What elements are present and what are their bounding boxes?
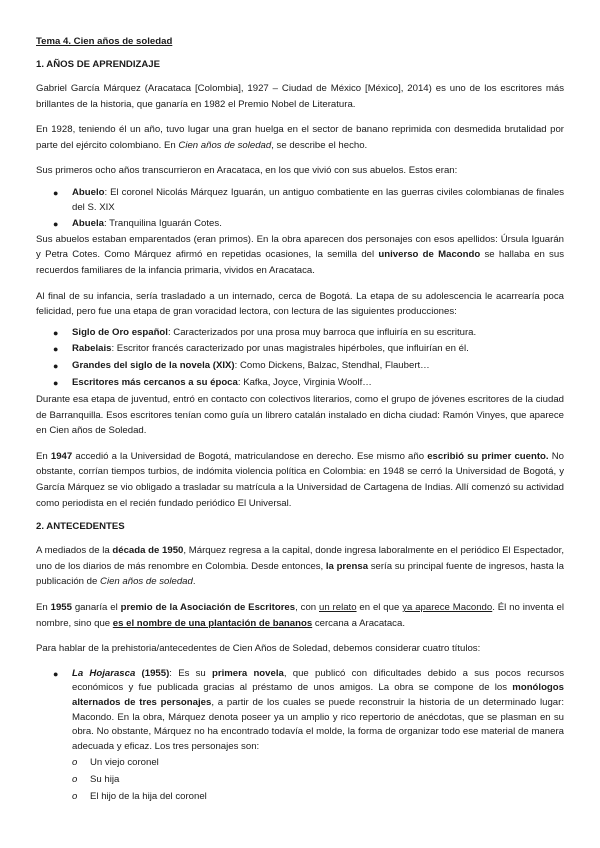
section-1-heading: 1. AÑOS DE APRENDIZAJE <box>36 59 161 70</box>
circle-bullet-icon: o <box>72 791 78 803</box>
document-page <box>36 36 564 805</box>
paragraph: En 1955 ganaría el premio de la Asociación de Escritores, con un relato en el que ya aparece Macondo. Él no inventa el nombre, sino que es el nombre de una plantación de bananos cercana a Aracataca. <box>36 602 565 629</box>
paragraph: Sus abuelos estaban emparentados (eran primos). En la obra aparecen dos personajes con esos apellidos: Úrsula Iguarán y Petra Cotes. Como Márquez afirmó en repetidas ocasiones, la semilla del universo de Macondo se hallaba en sus recuerdos familiares de la infancia primaria, vividos en Aracataca. <box>36 233 564 276</box>
list-item: o El hijo de la hija del coronel <box>36 788 564 805</box>
document-title: Tema 4. Cien años de soledad <box>36 36 173 47</box>
work-title: Cien años de soledad <box>178 139 272 151</box>
characters-list <box>36 754 564 805</box>
bullet-icon: ● <box>53 360 59 371</box>
list-item: ● La Hojarasca (1955): Es su primera novela, que publicó con dificultades debido a sus pocos recursos económicos y fue publicada gracias al préstamo de unos amigos. La obra se compone de los monólogos alternados de tres personajes, a partir de los cuales se puede reconstruir la historia de un determinado lugar: Macondo. En la obra, Márquez denota poseer ya un amplio y rico repertorio de anécdotas, que se plasman en su obra. No obstante, Márquez no ha encontrado todavía el molde, la forma de organizar todo ese material de manera adecuada y eficaz. Los tres personajes son: <box>53 667 564 752</box>
work-title: La Hojarasca <box>72 667 136 679</box>
bullet-icon: ● <box>53 377 59 388</box>
list-item: o Un viejo coronel <box>36 754 564 771</box>
paragraph: A mediados de la década de 1950, Márquez regresa a la capital, donde ingresa laboralmente en el periódico El Espectador, uno de los diarios de más renombre en Colombia. Desde entonces, la prensa sería su principal fuente de ingresos, hasta la publicación de Cien años de soledad. <box>36 545 564 588</box>
paragraph: En 1928, teniendo él un año, tuvo lugar una gran huelga en el sector de banano reprimida con desmedida brutalidad por parte del ejército colombiano. En Cien años de soledad, se describe el hecho. <box>36 124 564 151</box>
paragraph: En 1947 accedió a la Universidad de Bogotá, matriculandose en derecho. Ese mismo año escribió su primer cuento. No obstante, corrían tiempos turbios, de indómita violencia política en Colombia: en 1948 se cerró la Universidad de Bogotá, y García Márquez se vio obligado a trasladar su matrícula a la Universidad de Cartagena de Indias. Allí comenzó su actividad como periodista en el recién fundado periódico El Universal. <box>36 450 564 509</box>
section-2-heading: 2. ANTECEDENTES <box>36 521 125 533</box>
grandparents-list <box>36 186 564 232</box>
readings-list <box>36 326 564 390</box>
circle-bullet-icon: o <box>72 774 78 786</box>
list-item: o Su hija <box>36 771 564 788</box>
paragraph: Para hablar de la prehistoria/antecedentes de Cien Años de Soledad, debemos considerar cuatro títulos: <box>36 643 481 655</box>
list-item: ● Abuelo: El coronel Nicolás Márquez Iguarán, un antiguo combatiente en las guerras civiles colombianas de finales del S. XIX <box>53 186 564 213</box>
paragraph: Gabriel García Márquez (Aracataca [Colombia], 1927 – Ciudad de México [México], 2014) es uno de los escritores más brillantes de la historia, que ganaría en 1982 el Premio Nobel de Literatura. <box>36 83 564 110</box>
list-item: ● Rabelais: Escritor francés caracterizado por unas magistrales hipérboles, que influirían en él. <box>36 342 564 357</box>
bullet-icon: ● <box>53 344 59 355</box>
bullet-icon: ● <box>53 219 59 230</box>
circle-bullet-icon: o <box>72 757 78 769</box>
bullet-icon: ● <box>53 327 59 338</box>
bullet-icon: ● <box>53 187 59 198</box>
paragraph: Sus primeros ocho años transcurrieron en Aracataca, en los que vivió con sus abuelos. Estos eran: <box>36 165 458 177</box>
antecedents-list <box>36 667 564 755</box>
bullet-icon: ● <box>53 668 59 679</box>
list-item: ● Grandes del siglo de la novela (XIX): Como Dickens, Balzac, Stendhal, Flaubert… <box>36 359 564 374</box>
paragraph: Durante esa etapa de juventud, entró en contacto con colectivos literarios, como el grupo de jóvenes escritores de la ciudad de Barranquilla. Esos escritores tenían como guía un librero catalán instalado en dicha ciudad: Ramón Vinyes, que aparece en Cien años de Soledad. <box>36 394 564 437</box>
list-item: ● Escritores más cercanos a su época: Kafka, Joyce, Virginia Woolf… <box>36 376 564 391</box>
list-item: ● Siglo de Oro español: Caracterizados por una prosa muy barroca que influiría en su escritura. <box>36 326 564 341</box>
paragraph: Al final de su infancia, sería trasladado a un internado, cerca de Bogotá. La etapa de su adolescencia le acarrearía poca felicidad, pero fue una etapa de gran voracidad lectora, con lectura de las siguientes producciones: <box>36 290 564 318</box>
work-title: Cien años de soledad <box>100 576 193 588</box>
list-item: ● Abuela: Tranquilina Iguarán Cotes. <box>36 217 564 232</box>
